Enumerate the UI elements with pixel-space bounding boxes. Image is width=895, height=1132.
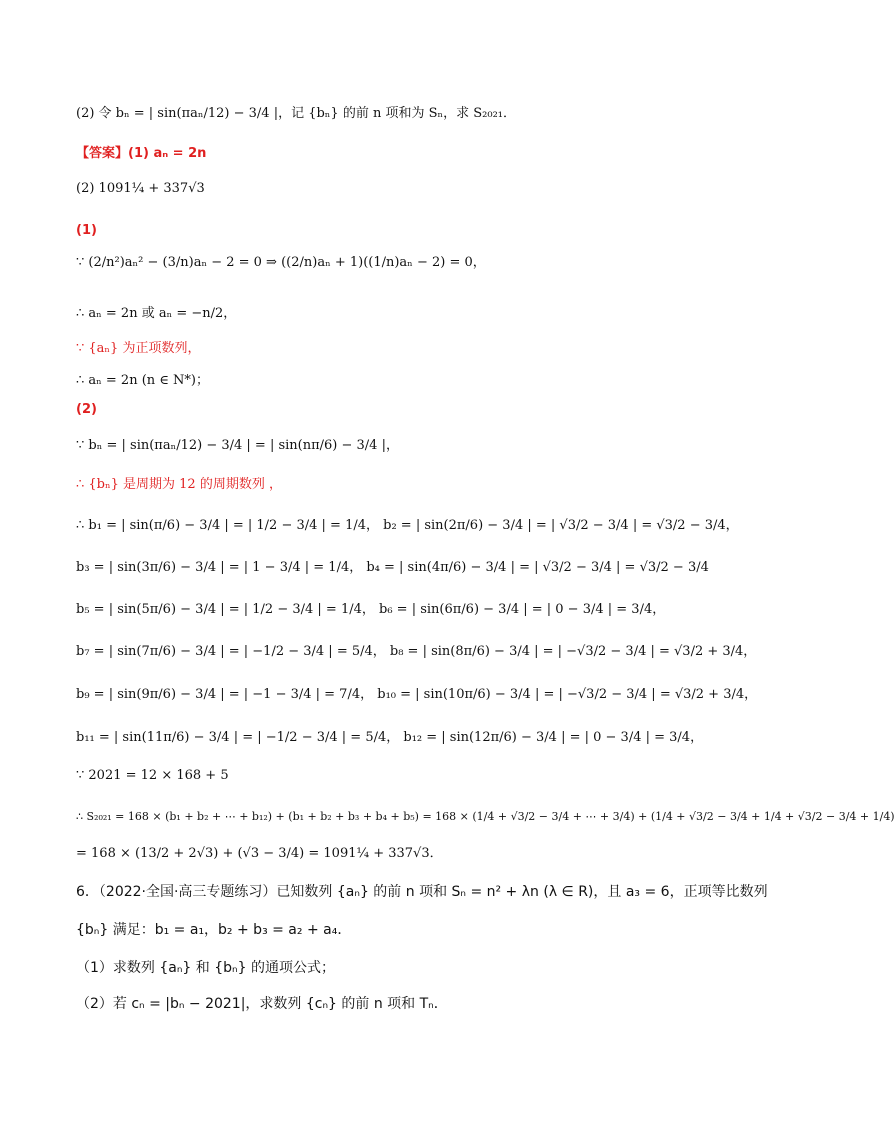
b-values-row: b₉ = | sin(9π/6) − 3/4 | = | −1 − 3/4 | = 7/4， b₁₀ = | sin(10π/6) − 3/4 | = | −√3/2 − 3/4 | = √3/2 + 3/4，: [76, 687, 758, 702]
problem-6-part2: （2）若 cₙ = |bₙ − 2021|，求数列 {cₙ} 的前 n 项和 Tₙ．: [76, 996, 448, 1012]
b-values-row: b₃ = | sin(3π/6) − 3/4 | = | 1 − 3/4 | = 1/4， b₄ = | sin(4π/6) − 3/4 | = | √3/2 − 3/4 | = √3/2 − 3/4: [76, 560, 709, 575]
answer-line-2: (2) 1091¼ + 337√3: [76, 181, 205, 196]
b-values-row: b₇ = | sin(7π/6) − 3/4 | = | −1/2 − 3/4 | = 5/4， b₈ = | sin(8π/6) − 3/4 | = | −√3/2 − 3/4 | = √3/2 + 3/4，: [76, 644, 757, 659]
solution-step: ∵ (2/n²)aₙ² − (3/n)aₙ − 2 = 0 ⇒ ((2/n)aₙ + 1)((1/n)aₙ − 2) = 0，: [76, 255, 486, 270]
solution-step: ∵ 2021 = 12 × 168 + 5: [76, 768, 229, 783]
solution-part2-heading: (2): [76, 402, 97, 417]
solution-step: ∴ aₙ = 2n (n ∈ N*)；: [76, 373, 209, 388]
problem-6-condition: {bₙ} 满足：b₁ = a₁，b₂ + b₃ = a₂ + a₄．: [76, 922, 352, 938]
solution-step: ∵ {aₙ} 为正项数列，: [76, 341, 201, 356]
problem-6-part1: （1）求数列 {aₙ} 和 {bₙ} 的通项公式；: [76, 960, 335, 976]
b-values-row: b₅ = | sin(5π/6) − 3/4 | = | 1/2 − 3/4 | = 1/4， b₆ = | sin(6π/6) − 3/4 | = | 0 − 3/4 | = 3/4，: [76, 602, 666, 617]
sum-formula: ∴ S₂₀₂₁ = 168 × (b₁ + b₂ + ⋯ + b₁₂) + (b₁ + b₂ + b₃ + b₄ + b₅) = 168 × (1/4 + √3/2 − 3/4 + ⋯ + 3/4) + (1/4 + √3/2 − 3/4 + 1/4 + √3/2 − 3/4 + 1/4): [76, 810, 895, 823]
solution-step: ∴ {bₙ} 是周期为 12 的周期数列 ，: [76, 477, 282, 492]
problem-6-statement: 6．（2022·全国·高三专题练习）已知数列 {aₙ} 的前 n 项和 Sₙ = n² + λn (λ ∈ R)，且 a₃ = 6，正项等比数列: [76, 884, 768, 900]
solution-step: ∴ aₙ = 2n 或 aₙ = −n/2，: [76, 306, 237, 321]
part2-question: (2) 令 bₙ = | sin(πaₙ/12) − 3/4 |，记 {bₙ} 的前 n 项和为 Sₙ，求 S₂₀₂₁．: [76, 106, 517, 121]
answer-line-1: 【答案】(1) aₙ = 2n: [76, 146, 207, 161]
b-values-row: b₁₁ = | sin(11π/6) − 3/4 | = | −1/2 − 3/4 | = 5/4， b₁₂ = | sin(12π/6) − 3/4 | = | 0 − 3/4 | = 3/4，: [76, 730, 704, 745]
solution-part1-heading: (1): [76, 223, 97, 238]
b-values-row: ∴ b₁ = | sin(π/6) − 3/4 | = | 1/2 − 3/4 | = 1/4， b₂ = | sin(2π/6) − 3/4 | = | √3/2 − 3/4 | = √3/2 − 3/4，: [76, 518, 739, 533]
solution-step: ∵ bₙ = | sin(πaₙ/12) − 3/4 | = | sin(nπ/6) − 3/4 |，: [76, 438, 399, 453]
sum-result: = 168 × (13/2 + 2√3) + (√3 − 3/4) = 1091¼ + 337√3．: [76, 846, 443, 861]
